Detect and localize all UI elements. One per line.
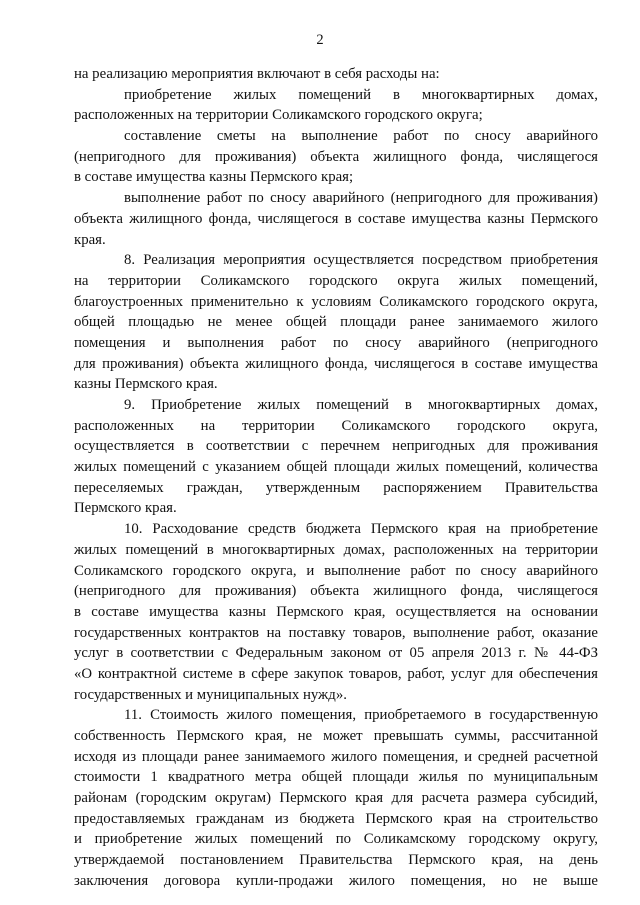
- text-line: казны Пермского края.: [74, 376, 218, 393]
- text-line: заключения договора купли-продажи жилого помещения, но не выше: [74, 872, 598, 889]
- text-line: «О контрактной системе в сфере закупок товаров, работ, услуг для обеспечения: [74, 665, 598, 682]
- text-line: в составе имущества казны Пермского края;: [74, 169, 354, 186]
- text-line: в составе имущества казны Пермского края, осуществляется на основании: [74, 603, 598, 620]
- text-line: государственных контрактов на поставку товаров, выполнение работ, оказание: [74, 624, 598, 641]
- text-line: жилых помещений в многоквартирных домах, расположенных на территории: [74, 541, 598, 558]
- text-line: утверждаемой постановлением Правительства Пермского края, на день: [74, 852, 598, 869]
- text-line: 11. Стоимость жилого помещения, приобретаемого в государственную: [124, 707, 598, 724]
- text-line: выполнение работ по сносу аварийного (непригодного для проживания): [124, 190, 598, 207]
- text-line: (непригодного для проживания) объекта жилищного фонда, числящегося: [74, 583, 598, 600]
- text-line: 10. Расходование средств бюджета Пермского края на приобретение: [124, 521, 598, 538]
- text-line: благоустроенных применительно к условиям Соликамского городского округа,: [74, 293, 598, 310]
- text-line: жилых помещений с указанием общей площади жилых помещений, количества: [74, 459, 598, 476]
- text-line: Соликамского городского округа, и выполнение работ по сносу аварийного: [74, 562, 598, 579]
- text-line: предоставляемых гражданам из бюджета Пермского края на строительство: [74, 810, 598, 827]
- document-body: [74, 64, 598, 892]
- text-line: помещения и выполнения работ по сносу аварийного (непригодного: [74, 334, 598, 351]
- text-line: стоимости 1 квадратного метра общей площади жилья по муниципальным: [74, 769, 598, 786]
- text-line: и приобретение жилых помещений по Соликамскому городскому округу,: [74, 831, 598, 848]
- text-line: собственность Пермского края, не может превышать суммы, рассчитанной: [74, 728, 598, 744]
- text-line: услуг в соответствии с Федеральным законом от 05 апреля 2013 г. № 44-ФЗ: [74, 645, 598, 662]
- text-line: расположенных на территории Соликамского городского округа,: [74, 417, 598, 434]
- text-line: районам (городским округам) Пермского края для расчета размера субсидий,: [74, 790, 598, 807]
- text-line: края.: [74, 231, 106, 248]
- text-line: 8. Реализация мероприятия осуществляется посредством приобретения: [124, 252, 598, 269]
- text-line: расположенных на территории Соликамского городского округа;: [74, 107, 483, 124]
- text-line: объекта жилищного фонда, числящегося в составе имущества казны Пермского: [74, 210, 598, 227]
- text-line: исходя из площади ранее занимаемого жилого помещения, и средней расчетной: [74, 748, 598, 765]
- text-line: Пермского края.: [74, 500, 177, 517]
- text-line: осуществляется в соответствии с перечнем непригодных для проживания: [74, 438, 598, 455]
- text-line: составление сметы на выполнение работ по сносу аварийного: [124, 128, 598, 145]
- text-line: (непригодного для проживания) объекта жилищного фонда, числящегося: [74, 148, 598, 165]
- text-line: переселяемых граждан, утвержденным распоряжением Правительства: [74, 479, 598, 496]
- page-number: 2: [316, 32, 324, 48]
- text-line: для проживания) объекта жилищного фонда, числящегося в составе имущества: [74, 355, 598, 372]
- text-line: общей площадью не менее общей площади ранее занимаемого жилого: [74, 314, 598, 331]
- text-line: государственных и муниципальных нужд».: [74, 686, 347, 703]
- text-line: на территории Соликамского городского округа жилых помещений,: [74, 272, 598, 289]
- text-line: на реализацию мероприятия включают в себя расходы на:: [74, 66, 440, 82]
- text-line: 9. Приобретение жилых помещений в многоквартирных домах,: [124, 397, 598, 413]
- text-line: приобретение жилых помещений в многоквартирных домах,: [124, 86, 598, 103]
